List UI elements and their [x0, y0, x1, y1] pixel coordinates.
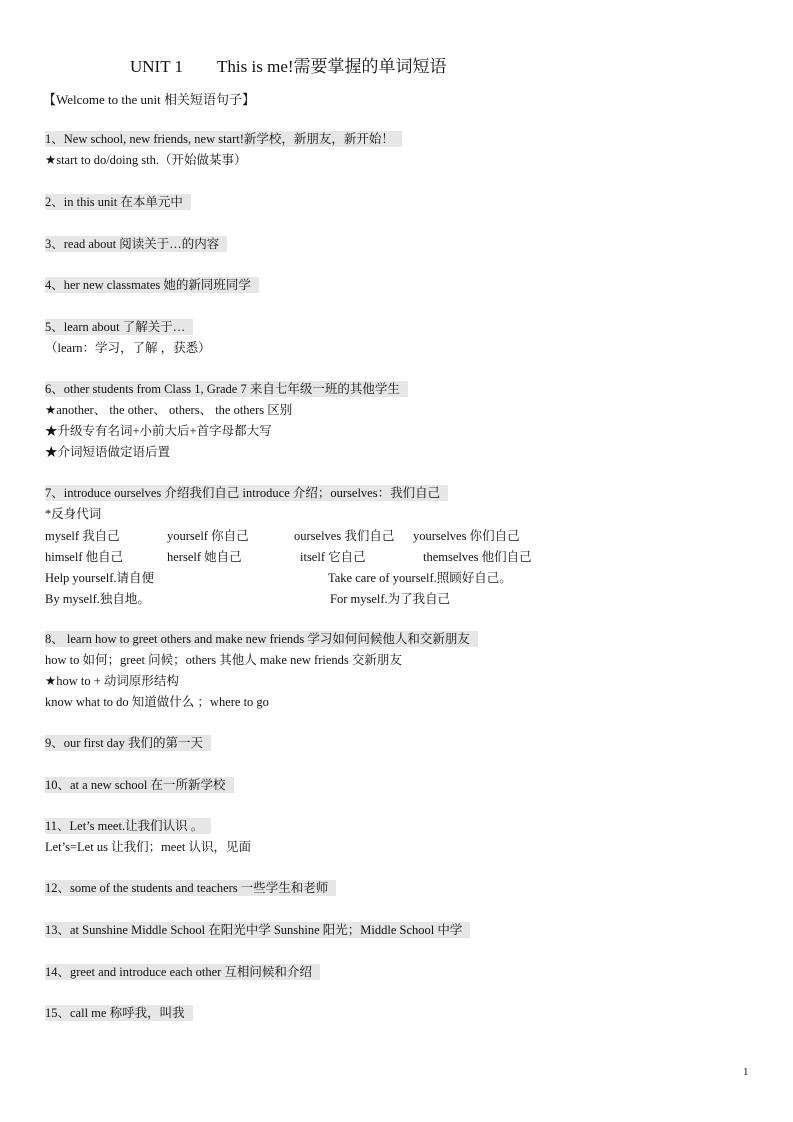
- item-heading-13: 13、at Sunshine Middle School 在阳光中学 Sunshine 阳光；Middle School 中学: [45, 921, 470, 939]
- item-heading-8: 8、 learn how to greet others and make new friends 学习如何问候他人和交新朋友: [45, 630, 478, 648]
- item-note: （learn：学习，了解 ，获悉）: [45, 341, 211, 355]
- page-title: [130, 56, 447, 78]
- item-note: *反身代词: [45, 507, 102, 521]
- item-heading-9: 9、our first day 我们的第一天: [45, 734, 211, 752]
- item-heading-5: 5、learn about 了解关于…: [45, 318, 193, 336]
- item-note: ★start to do/doing sth.（开始做某事）: [45, 153, 247, 167]
- item-heading-3: 3、read about 阅读关于…的内容: [45, 235, 227, 253]
- item-note: ★another、 the other、 others、 the others 区别: [45, 403, 293, 417]
- item-note: ★升级专有名词+小前大后+首字母都大写: [45, 424, 272, 438]
- item-heading-10: 10、at a new school 在一所新学校: [45, 776, 234, 794]
- item-heading-1: 1、New school, new friends, new start!新学校，新朋友，新开始！: [45, 130, 402, 148]
- pronoun-cell: yourselves 你们自己: [413, 529, 520, 543]
- title-text: This is me!需要掌握的单词短语: [217, 57, 447, 76]
- item-heading-14: 14、greet and introduce each other 互相问候和介绍: [45, 963, 320, 981]
- item-note: how to 如何；greet 问候；others 其他人 make new friends 交新朋友: [45, 653, 402, 667]
- item-heading-11: 11、Let’s meet.让我们认识 。: [45, 817, 211, 835]
- item-note: know what to do 知道做什么 ；where to go: [45, 695, 269, 709]
- pronoun-cell: herself 她自己: [167, 550, 242, 564]
- item-heading-6: 6、other students from Class 1, Grade 7 来自七年级一班的其他学生: [45, 380, 408, 398]
- pronoun-cell: myself 我自己: [45, 529, 120, 543]
- item-heading-2: 2、in this unit 在本单元中: [45, 193, 191, 211]
- pronoun-cell: yourself 你自己: [167, 529, 249, 543]
- pronoun-cell: ourselves 我们自己: [294, 529, 395, 543]
- phrase-cell: Take care of yourself.照顾好自己。: [328, 571, 512, 585]
- pronoun-cell: itself 它自己: [300, 550, 366, 564]
- item-note: ★介词短语做定语后置: [45, 445, 171, 459]
- item-heading-7: 7、introduce ourselves 介绍我们自己 introduce 介绍；ourselves：我们自己: [45, 484, 448, 502]
- pronoun-cell: himself 他自己: [45, 550, 124, 564]
- phrase-cell: Help yourself.请自便: [45, 571, 155, 585]
- pronoun-cell: themselves 他们自己: [423, 550, 532, 564]
- title-unit: UNIT 1: [130, 57, 184, 76]
- phrase-cell: By myself.独自地。: [45, 592, 150, 606]
- phrase-cell: For myself.为了我自己: [330, 592, 451, 606]
- section-heading: 【Welcome to the unit 相关短语句子】: [43, 92, 255, 107]
- item-note: Let’s=Let us 让我们；meet 认识，见面: [45, 840, 251, 854]
- item-heading-12: 12、some of the students and teachers 一些学生和老师: [45, 879, 336, 897]
- page-number: 1: [743, 1066, 749, 1078]
- item-heading-15: 15、call me 称呼我，叫我: [45, 1004, 193, 1022]
- item-note: ★how to + 动词原形结构: [45, 674, 179, 688]
- item-heading-4: 4、her new classmates 她的新同班同学: [45, 276, 259, 294]
